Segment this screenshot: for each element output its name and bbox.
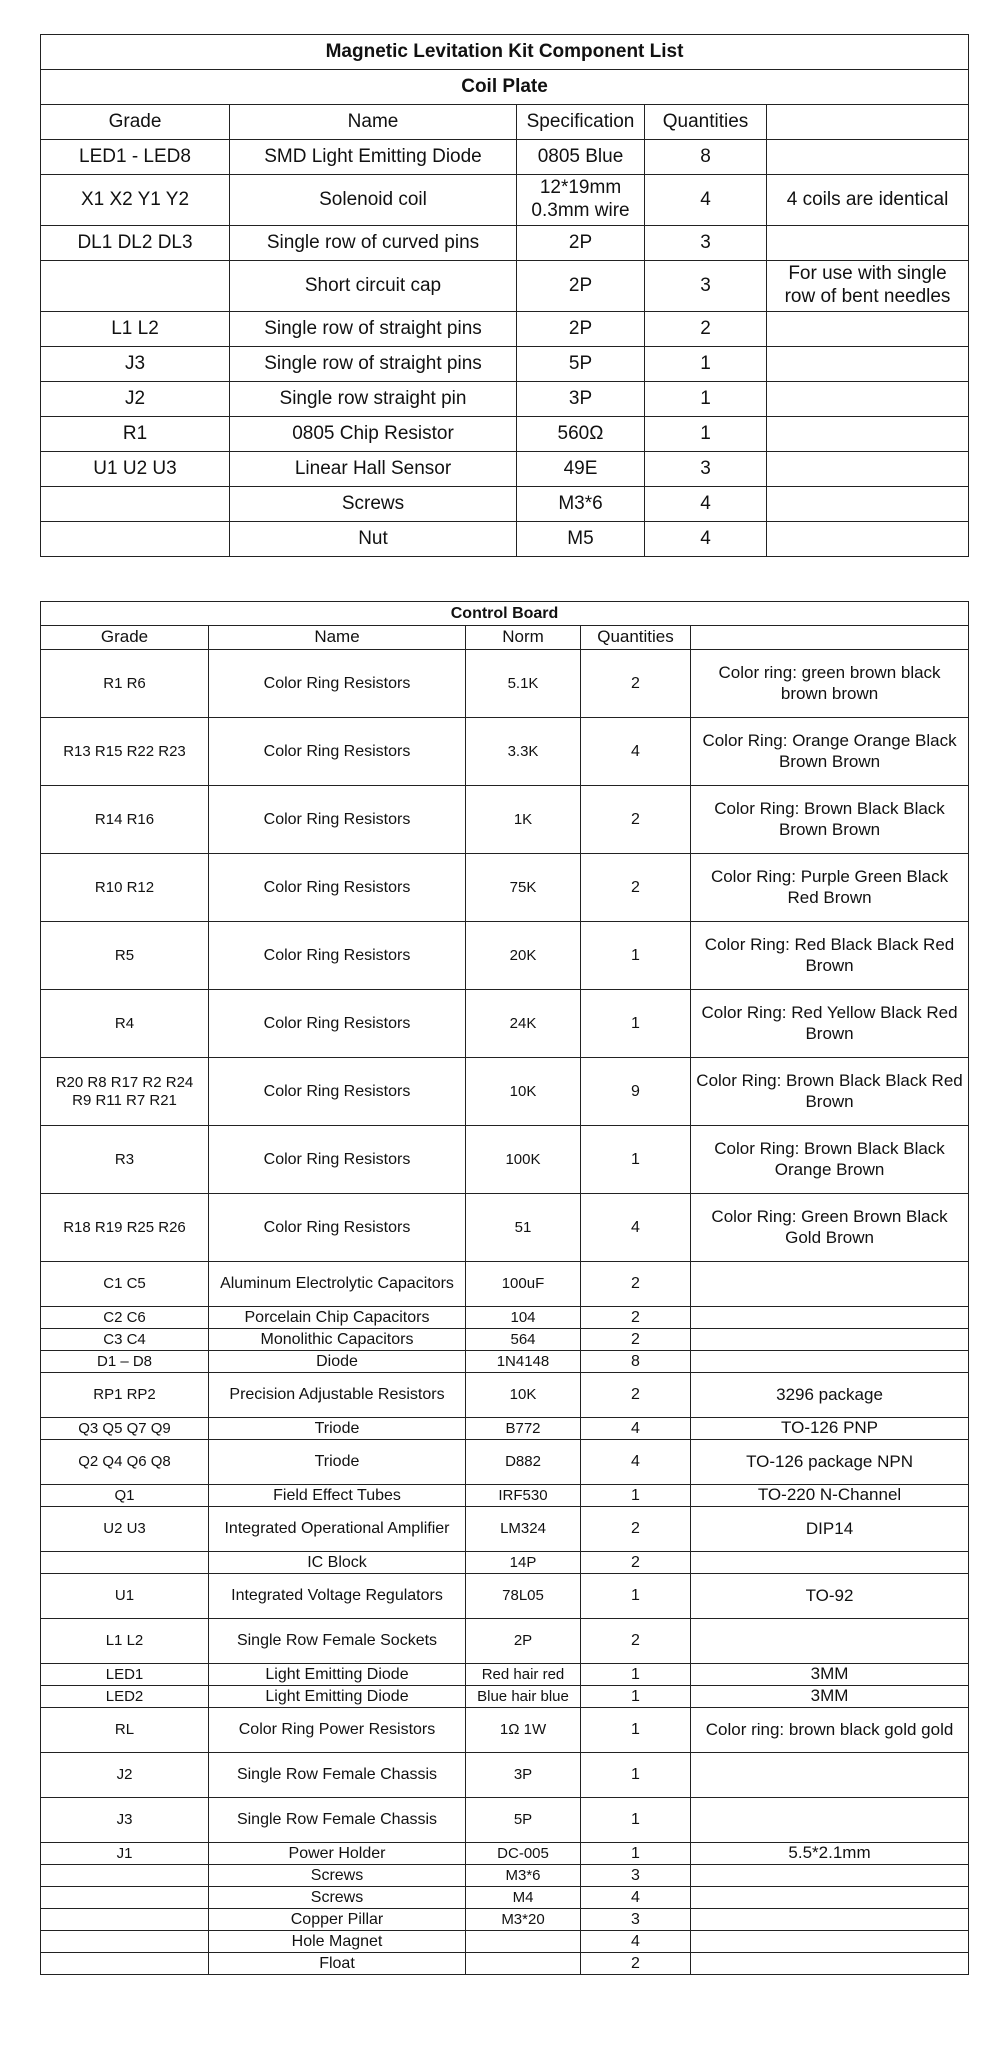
table-cell: J3 (41, 1798, 209, 1843)
table-row (41, 1574, 969, 1619)
table-cell: Aluminum Electrolytic Capacitors (209, 1262, 466, 1307)
table-row (41, 990, 969, 1058)
table-cell: 4 (581, 718, 691, 786)
table-cell (691, 1887, 969, 1909)
table-cell: 2 (581, 1373, 691, 1418)
table-cell: C1 C5 (41, 1262, 209, 1307)
table-cell: 1 (645, 347, 767, 382)
table-cell: Linear Hall Sensor (230, 452, 517, 487)
table-row (41, 1664, 969, 1686)
table-cell: 14P (466, 1552, 581, 1574)
table-cell: 8 (645, 140, 767, 175)
table-cell: Field Effect Tubes (209, 1485, 466, 1507)
table-cell (767, 382, 969, 417)
table-row (41, 487, 969, 522)
table-cell (41, 1909, 209, 1931)
table-cell: 3 (645, 226, 767, 261)
table-cell: 1 (581, 1753, 691, 1798)
table-cell (691, 1329, 969, 1351)
control-board-table (40, 601, 969, 1975)
table-cell: 3P (517, 382, 645, 417)
table-row (41, 1909, 969, 1931)
table-cell: 2P (517, 261, 645, 312)
table-cell (691, 1262, 969, 1307)
table-cell: Color Ring Resistors (209, 1058, 466, 1126)
table-cell: DL1 DL2 DL3 (41, 226, 230, 261)
table-row (41, 1507, 969, 1552)
table-cell (691, 1953, 969, 1975)
table-cell: 104 (466, 1307, 581, 1329)
header-cell (767, 105, 969, 140)
table-cell: Single row of straight pins (230, 312, 517, 347)
header-cell: Name (209, 626, 466, 650)
header-cell: Quantities (645, 105, 767, 140)
table-cell: Color Ring Resistors (209, 990, 466, 1058)
table-row (41, 347, 969, 382)
table-cell: Color Ring: Red Yellow Black Red Brown (691, 990, 969, 1058)
table-cell (466, 1931, 581, 1953)
table-cell: J2 (41, 382, 230, 417)
table-cell: Color ring: green brown black brown brown (691, 650, 969, 718)
table-cell: Color Ring Resistors (209, 1194, 466, 1262)
header-cell: Grade (41, 626, 209, 650)
table-row (41, 1865, 969, 1887)
table-cell (41, 522, 230, 557)
table-cell: J1 (41, 1843, 209, 1865)
table-cell: 2 (581, 1507, 691, 1552)
table-row (41, 1843, 969, 1865)
table-cell (767, 226, 969, 261)
table-cell: R13 R15 R22 R23 (41, 718, 209, 786)
header-cell: Norm (466, 626, 581, 650)
table-cell: M3*6 (517, 487, 645, 522)
table-cell: Power Holder (209, 1843, 466, 1865)
table-cell: 8 (581, 1351, 691, 1373)
table-cell (41, 1953, 209, 1975)
table-cell: Color Ring Resistors (209, 922, 466, 990)
coil-plate-table (40, 34, 969, 557)
table-cell: 2 (581, 1329, 691, 1351)
table-cell: Color Ring Resistors (209, 786, 466, 854)
table-cell: 5P (517, 347, 645, 382)
table-cell: 1 (645, 382, 767, 417)
table-cell: U1 U2 U3 (41, 452, 230, 487)
header-cell (691, 626, 969, 650)
table-row (41, 1485, 969, 1507)
table-cell (41, 1552, 209, 1574)
table-cell: Color Ring: Brown Black Black Orange Brown (691, 1126, 969, 1194)
table-cell: RL (41, 1708, 209, 1753)
table-cell: 5.5*2.1mm (691, 1843, 969, 1865)
table-row (41, 1887, 969, 1909)
table-row (41, 175, 969, 226)
table-cell: 78L05 (466, 1574, 581, 1619)
table-cell (41, 487, 230, 522)
table-cell: Single Row Female Chassis (209, 1753, 466, 1798)
table-cell: 2 (581, 854, 691, 922)
table-cell: Single Row Female Chassis (209, 1798, 466, 1843)
table-cell: Color Ring: Brown Black Black Red Brown (691, 1058, 969, 1126)
table-cell: Copper Pillar (209, 1909, 466, 1931)
table-row (41, 1329, 969, 1351)
table-row (41, 1058, 969, 1126)
table-cell: M3*6 (466, 1865, 581, 1887)
table-cell: 9 (581, 1058, 691, 1126)
table-cell: Single row of curved pins (230, 226, 517, 261)
table-cell: TO-126 package NPN (691, 1440, 969, 1485)
table-row (41, 417, 969, 452)
table-cell: Light Emitting Diode (209, 1686, 466, 1708)
table-cell: Color Ring: Purple Green Black Red Brown (691, 854, 969, 922)
table-row (41, 1440, 969, 1485)
table-cell: 12*19mm 0.3mm wire (517, 175, 645, 226)
table-cell: 2 (581, 786, 691, 854)
table-cell: Integrated Operational Amplifier (209, 1507, 466, 1552)
table-cell: 1 (581, 1708, 691, 1753)
table-row (41, 1619, 969, 1664)
table-cell: Screws (230, 487, 517, 522)
table-cell: 3 (581, 1865, 691, 1887)
table-cell: 5.1K (466, 650, 581, 718)
table-cell: M5 (517, 522, 645, 557)
table-cell: 2 (581, 1953, 691, 1975)
table-cell: 1 (581, 922, 691, 990)
table-cell: 0805 Blue (517, 140, 645, 175)
table-cell (767, 522, 969, 557)
table-row (41, 140, 969, 175)
table-cell: 49E (517, 452, 645, 487)
table-cell: Blue hair blue (466, 1686, 581, 1708)
table-row (41, 1262, 969, 1307)
table-cell: Diode (209, 1351, 466, 1373)
table-cell: 10K (466, 1373, 581, 1418)
table-cell: TO-92 (691, 1574, 969, 1619)
table-cell: 4 coils are identical (767, 175, 969, 226)
table-cell: Triode (209, 1418, 466, 1440)
table-cell (691, 1865, 969, 1887)
table-cell (767, 140, 969, 175)
header-cell: Grade (41, 105, 230, 140)
table-cell (767, 417, 969, 452)
table-cell: 5P (466, 1798, 581, 1843)
table-cell: Color Ring: Orange Orange Black Brown Brown (691, 718, 969, 786)
table-cell: 4 (581, 1440, 691, 1485)
table-cell: 2 (581, 650, 691, 718)
table-cell: Short circuit cap (230, 261, 517, 312)
table-cell: 1N4148 (466, 1351, 581, 1373)
table-row (41, 650, 969, 718)
table-cell (767, 312, 969, 347)
main-title: Magnetic Levitation Kit Component List (41, 35, 969, 70)
table-cell: J3 (41, 347, 230, 382)
table-cell: 4 (581, 1931, 691, 1953)
table-cell: Color Ring Resistors (209, 718, 466, 786)
table-row (41, 922, 969, 990)
table-cell: C2 C6 (41, 1307, 209, 1329)
table-row (41, 1418, 969, 1440)
table-row (41, 1953, 969, 1975)
table-cell: IRF530 (466, 1485, 581, 1507)
table-cell: Light Emitting Diode (209, 1664, 466, 1686)
table-cell: 4 (645, 175, 767, 226)
table-cell: D1 – D8 (41, 1351, 209, 1373)
table-row (41, 786, 969, 854)
table-cell: 3P (466, 1753, 581, 1798)
table-cell: Precision Adjustable Resistors (209, 1373, 466, 1418)
table-cell (41, 1931, 209, 1953)
table-cell (691, 1619, 969, 1664)
table-cell: U2 U3 (41, 1507, 209, 1552)
table-cell: Monolithic Capacitors (209, 1329, 466, 1351)
table-cell: R18 R19 R25 R26 (41, 1194, 209, 1262)
table-cell (41, 1887, 209, 1909)
table-cell: 24K (466, 990, 581, 1058)
table-cell (691, 1753, 969, 1798)
table-cell: 75K (466, 854, 581, 922)
coil-plate-title: Coil Plate (41, 70, 969, 105)
table-cell: J2 (41, 1753, 209, 1798)
table-row (41, 1373, 969, 1418)
table-cell: Single Row Female Sockets (209, 1619, 466, 1664)
table-cell (691, 1307, 969, 1329)
table-cell (767, 452, 969, 487)
table-cell: 3 (645, 452, 767, 487)
table-cell: R14 R16 (41, 786, 209, 854)
table-cell: 100K (466, 1126, 581, 1194)
table-row (41, 382, 969, 417)
table-cell: 1 (581, 1686, 691, 1708)
table-cell: 0805 Chip Resistor (230, 417, 517, 452)
table-cell: C3 C4 (41, 1329, 209, 1351)
table-cell: 2P (517, 226, 645, 261)
table-row (41, 1708, 969, 1753)
table-row (41, 1931, 969, 1953)
table-cell: Color Ring: Green Brown Black Gold Brown (691, 1194, 969, 1262)
table-cell: Screws (209, 1865, 466, 1887)
table-cell: Q3 Q5 Q7 Q9 (41, 1418, 209, 1440)
table-cell: D882 (466, 1440, 581, 1485)
table-cell: Screws (209, 1887, 466, 1909)
table-cell: 1Ω 1W (466, 1708, 581, 1753)
table-cell: Q1 (41, 1485, 209, 1507)
table-cell (466, 1953, 581, 1975)
table-cell: DC-005 (466, 1843, 581, 1865)
table-cell: 2 (581, 1619, 691, 1664)
table-cell: 51 (466, 1194, 581, 1262)
table-cell: 3 (581, 1909, 691, 1931)
table-cell: Solenoid coil (230, 175, 517, 226)
table-cell: M4 (466, 1887, 581, 1909)
table-cell: B772 (466, 1418, 581, 1440)
table-row (41, 522, 969, 557)
table-cell: R5 (41, 922, 209, 990)
table-row (41, 1798, 969, 1843)
table-cell: R20 R8 R17 R2 R24 R9 R11 R7 R21 (41, 1058, 209, 1126)
table-cell: IC Block (209, 1552, 466, 1574)
table-cell: 1 (581, 1798, 691, 1843)
table-cell: TO-220 N-Channel (691, 1485, 969, 1507)
table-row (41, 854, 969, 922)
table-cell: 3MM (691, 1664, 969, 1686)
table-cell: Color ring: brown black gold gold (691, 1708, 969, 1753)
table-cell: 4 (581, 1887, 691, 1909)
table-cell (767, 347, 969, 382)
table-cell: 3296 package (691, 1373, 969, 1418)
table-cell: 3MM (691, 1686, 969, 1708)
table-cell: DIP14 (691, 1507, 969, 1552)
table-cell: 1 (581, 990, 691, 1058)
table-cell: LED1 - LED8 (41, 140, 230, 175)
table-cell: Color Ring Power Resistors (209, 1708, 466, 1753)
table-row (41, 1351, 969, 1373)
table-cell: Single row of straight pins (230, 347, 517, 382)
table-cell: Nut (230, 522, 517, 557)
table-cell: 3.3K (466, 718, 581, 786)
table-cell: 564 (466, 1329, 581, 1351)
table-row (41, 1552, 969, 1574)
table-cell: 1 (581, 1574, 691, 1619)
table-cell: 1 (581, 1126, 691, 1194)
table-cell (691, 1798, 969, 1843)
table-cell: 20K (466, 922, 581, 990)
table-cell: LED1 (41, 1664, 209, 1686)
table-cell: 1 (581, 1664, 691, 1686)
header-cell: Name (230, 105, 517, 140)
table-cell: M3*20 (466, 1909, 581, 1931)
control-header-row (41, 626, 969, 650)
table-row (41, 1686, 969, 1708)
table-cell: R1 R6 (41, 650, 209, 718)
table-cell: Porcelain Chip Capacitors (209, 1307, 466, 1329)
table-cell: Red hair red (466, 1664, 581, 1686)
table-cell: SMD Light Emitting Diode (230, 140, 517, 175)
table-row (41, 312, 969, 347)
table-cell: 2 (581, 1262, 691, 1307)
table-cell: L1 L2 (41, 1619, 209, 1664)
control-board-title: Control Board (41, 602, 969, 626)
table-cell: 4 (581, 1418, 691, 1440)
table-row (41, 226, 969, 261)
table-cell: R4 (41, 990, 209, 1058)
table-cell: U1 (41, 1574, 209, 1619)
table-cell: RP1 RP2 (41, 1373, 209, 1418)
table-cell: Color Ring: Brown Black Black Brown Brown (691, 786, 969, 854)
table-cell: Color Ring Resistors (209, 1126, 466, 1194)
table-cell: 2 (581, 1552, 691, 1574)
table-cell: 4 (645, 522, 767, 557)
table-cell: Single row straight pin (230, 382, 517, 417)
table-cell: X1 X2 Y1 Y2 (41, 175, 230, 226)
table-cell: 10K (466, 1058, 581, 1126)
table-row (41, 261, 969, 312)
table-cell: Color Ring Resistors (209, 650, 466, 718)
table-cell: TO-126 PNP (691, 1418, 969, 1440)
table-cell: 1 (645, 417, 767, 452)
table-cell: 2P (517, 312, 645, 347)
table-cell: Q2 Q4 Q6 Q8 (41, 1440, 209, 1485)
table-row (41, 1126, 969, 1194)
table-cell: Color Ring Resistors (209, 854, 466, 922)
table-cell: LM324 (466, 1507, 581, 1552)
header-cell: Specification (517, 105, 645, 140)
table-cell: 560Ω (517, 417, 645, 452)
table-cell: Integrated Voltage Regulators (209, 1574, 466, 1619)
table-row (41, 1194, 969, 1262)
table-row (41, 1307, 969, 1329)
table-cell (767, 487, 969, 522)
table-cell: R1 (41, 417, 230, 452)
table-cell: 1 (581, 1485, 691, 1507)
table-cell: 3 (645, 261, 767, 312)
table-cell (41, 1865, 209, 1887)
table-cell: 2P (466, 1619, 581, 1664)
table-cell: Color Ring: Red Black Black Red Brown (691, 922, 969, 990)
table-cell: LED2 (41, 1686, 209, 1708)
table-row (41, 718, 969, 786)
table-cell: Hole Magnet (209, 1931, 466, 1953)
table-cell: 2 (645, 312, 767, 347)
header-cell: Quantities (581, 626, 691, 650)
table-cell: 4 (645, 487, 767, 522)
table-cell (691, 1909, 969, 1931)
table-row (41, 452, 969, 487)
table-cell: 100uF (466, 1262, 581, 1307)
table-cell: Triode (209, 1440, 466, 1485)
table-cell (691, 1351, 969, 1373)
table-cell: R10 R12 (41, 854, 209, 922)
table-cell: 2 (581, 1307, 691, 1329)
table-cell: R3 (41, 1126, 209, 1194)
table-cell: Float (209, 1953, 466, 1975)
table-cell (691, 1931, 969, 1953)
table-cell (691, 1552, 969, 1574)
coil-header-row (41, 105, 969, 140)
table-cell: 4 (581, 1194, 691, 1262)
table-cell: 1K (466, 786, 581, 854)
table-cell: 1 (581, 1843, 691, 1865)
table-cell (41, 261, 230, 312)
table-row (41, 1753, 969, 1798)
table-cell: For use with single row of bent needles (767, 261, 969, 312)
table-cell: L1 L2 (41, 312, 230, 347)
